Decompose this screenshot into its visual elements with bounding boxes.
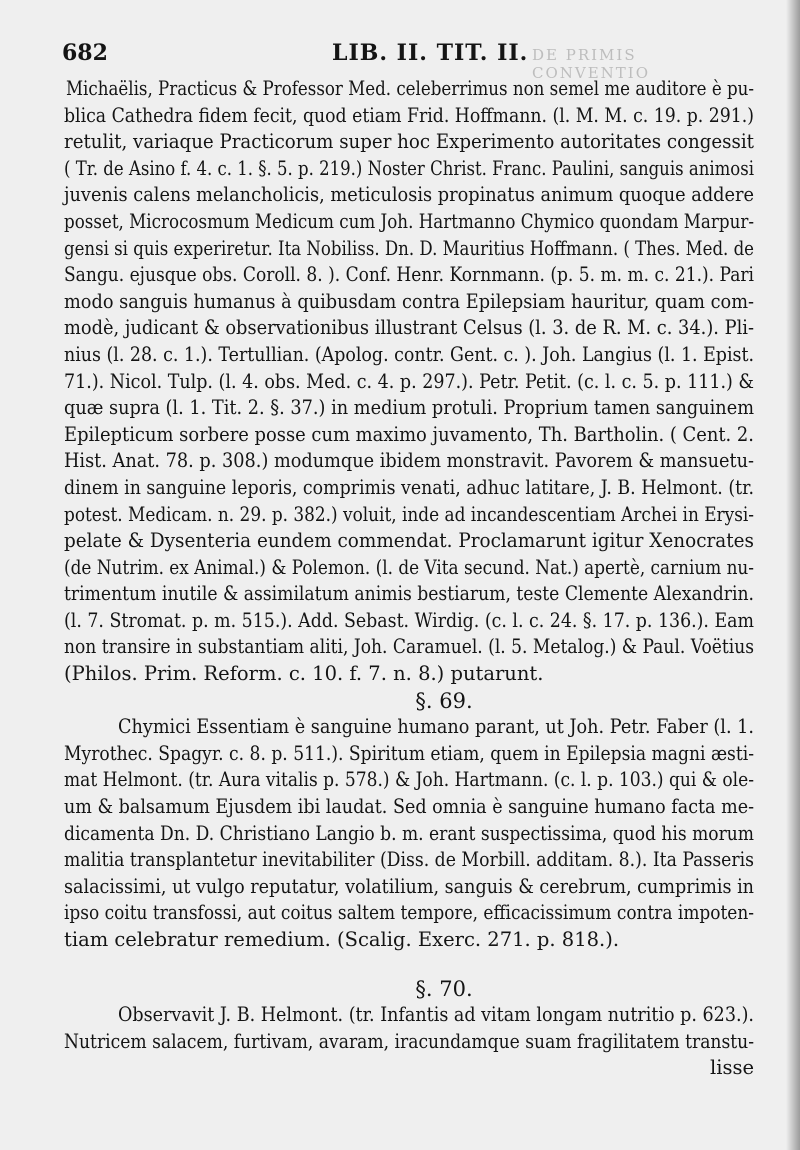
page-header — [62, 40, 752, 82]
text-line: Nutricem salacem, furtivam, avaram, iracundamque suam fragilitatem transtu- — [64, 1029, 754, 1053]
body-text — [64, 76, 754, 1082]
text-line: Hist. Anat. 78. p. 308.) modumque ibidem monstravit. Pavorem & mansuetu- — [64, 449, 754, 473]
text-line: mat Helmont. (tr. Aura vitalis p. 578.) & Joh. Hartmann. (c. l. p. 103.) qui & ole- — [64, 768, 754, 792]
text-line: blica Cathedra fidem fecit, quod etiam Frid. Hoffmann. (l. M. M. c. 19. p. 291.) — [64, 103, 754, 127]
text-line: Michaëlis, Practicus & Professor Med. celeberrimus non semel me auditore è pu- — [66, 77, 754, 100]
text-line: juvenis calens melancholicis, meticulosis propinatus animum quoque addere — [64, 183, 754, 207]
text-line: non transire in substantiam aliti, Joh. Caramuel. (l. 5. Metalog.) & Paul. Voëtius — [64, 635, 754, 659]
text-line: Chymici Essentiam è sanguine humano parant, ut Joh. Petr. Faber (l. 1. — [118, 715, 754, 739]
section-heading-70: §. 70. — [415, 976, 473, 1001]
text-line: Myrothec. Spagyr. c. 8. p. 511.). Spiritum etiam, quem in Epilepsia magni æsti- — [64, 741, 754, 765]
text-line: salacissimi, ut vulgo reputatur, volatilium, sanguis & cerebrum, cumprimis in — [64, 874, 754, 898]
running-head: LIB. II. TIT. II. — [332, 40, 529, 66]
text-line: dicamenta Dn. D. Christiano Langio b. m. erant suspectissima, quod his morum — [64, 821, 754, 845]
spacer — [64, 954, 754, 976]
text-line: (l. 7. Stromat. p. m. 515.). Add. Sebast. Wirdig. (c. l. c. 24. §. 17. p. 136.). Eam — [64, 608, 754, 632]
text-line: dinem in sanguine leporis, comprimis venati, adhuc latitare, J. B. Helmont. (tr. — [64, 475, 754, 499]
text-line: 71.). Nicol. Tulp. (l. 4. obs. Med. c. 4. p. 297.). Petr. Petit. (c. l. c. 5. p. 111.) & — [64, 369, 754, 393]
text-line: posset, Microcosmum Medicum cum Joh. Hartmanno Chymico quondam Marpur- — [64, 209, 754, 233]
text-line: (de Nutrim. ex Animal.) & Polemon. (l. de Vita secund. Nat.) apertè, carnium nu- — [64, 555, 754, 579]
section-heading-69: §. 69. — [415, 688, 473, 713]
text-line: retulit, variaque Practicorum super hoc Experimento autoritates congessit — [64, 130, 754, 154]
text-line: Observavit J. B. Helmont. (tr. Infantis ad vitam longam nutritio p. 623.). — [118, 1003, 754, 1027]
text-line: nius (l. 28. c. 1.). Tertullian. (Apolog. contr. Gent. c. ). Joh. Langius (l. 1. Epist. — [64, 342, 754, 366]
text-line: pelate & Dysenteria eundem commendat. Proclamarunt igitur Xenocrates — [64, 529, 754, 553]
text-line: gensi si quis experiretur. Ita Nobiliss. Dn. D. Mauritius Hoffmann. ( Thes. Med. de — [64, 236, 754, 260]
text-line: ( Tr. de Asino f. 4. c. 1. §. 5. p. 219.) Noster Christ. Franc. Paulini, sanguis animosi — [64, 156, 754, 180]
text-line: trimentum inutile & assimilatum animis bestiarum, teste Clemente Alexandrin. — [64, 582, 754, 606]
text-line: malitia transplantetur inevitabiliter (Diss. de Morbill. additam. 8.). Ita Passeris — [64, 848, 754, 872]
catchword: lisse — [709, 1056, 754, 1080]
text-line: modo sanguis humanus à quibusdam contra Epilepsiam hauritur, quam com- — [64, 289, 754, 313]
text-line: (Philos. Prim. Reform. c. 10. f. 7. n. 8.) putarunt. — [64, 662, 544, 686]
text-line: Sangu. ejusque obs. Coroll. 8. ). Conf. Henr. Kornmann. (p. 5. m. m. c. 21.). Pari — [64, 263, 754, 287]
bleed-through-text: DE PRIMIS CONVENTIO — [532, 46, 651, 82]
page-number: 682 — [62, 40, 108, 66]
text-line: Epilepticum sorbere posse cum maximo juvamento, Th. Bartholin. ( Cent. 2. — [64, 422, 754, 446]
text-line: modè, judicant & observationibus illustrant Celsus (l. 3. de R. M. c. 34.). Pli- — [64, 316, 754, 340]
text-line: tiam celebratur remedium. (Scalig. Exerc. 271. p. 818.). — [64, 928, 620, 951]
text-line: um & balsamum Ejusdem ibi laudat. Sed omnia è sanguine humano facta me- — [64, 795, 754, 819]
text-line: potest. Medicam. n. 29. p. 382.) voluit, inde ad incandescentiam Archei in Erysi- — [64, 502, 754, 526]
text-line: ipso coitu transfossi, aut coitus saltem tempore, efficacissimum contra impoten- — [64, 901, 754, 925]
text-line: quæ supra (l. 1. Tit. 2. §. 37.) in medium protuli. Proprium tamen sanguinem — [64, 396, 754, 420]
